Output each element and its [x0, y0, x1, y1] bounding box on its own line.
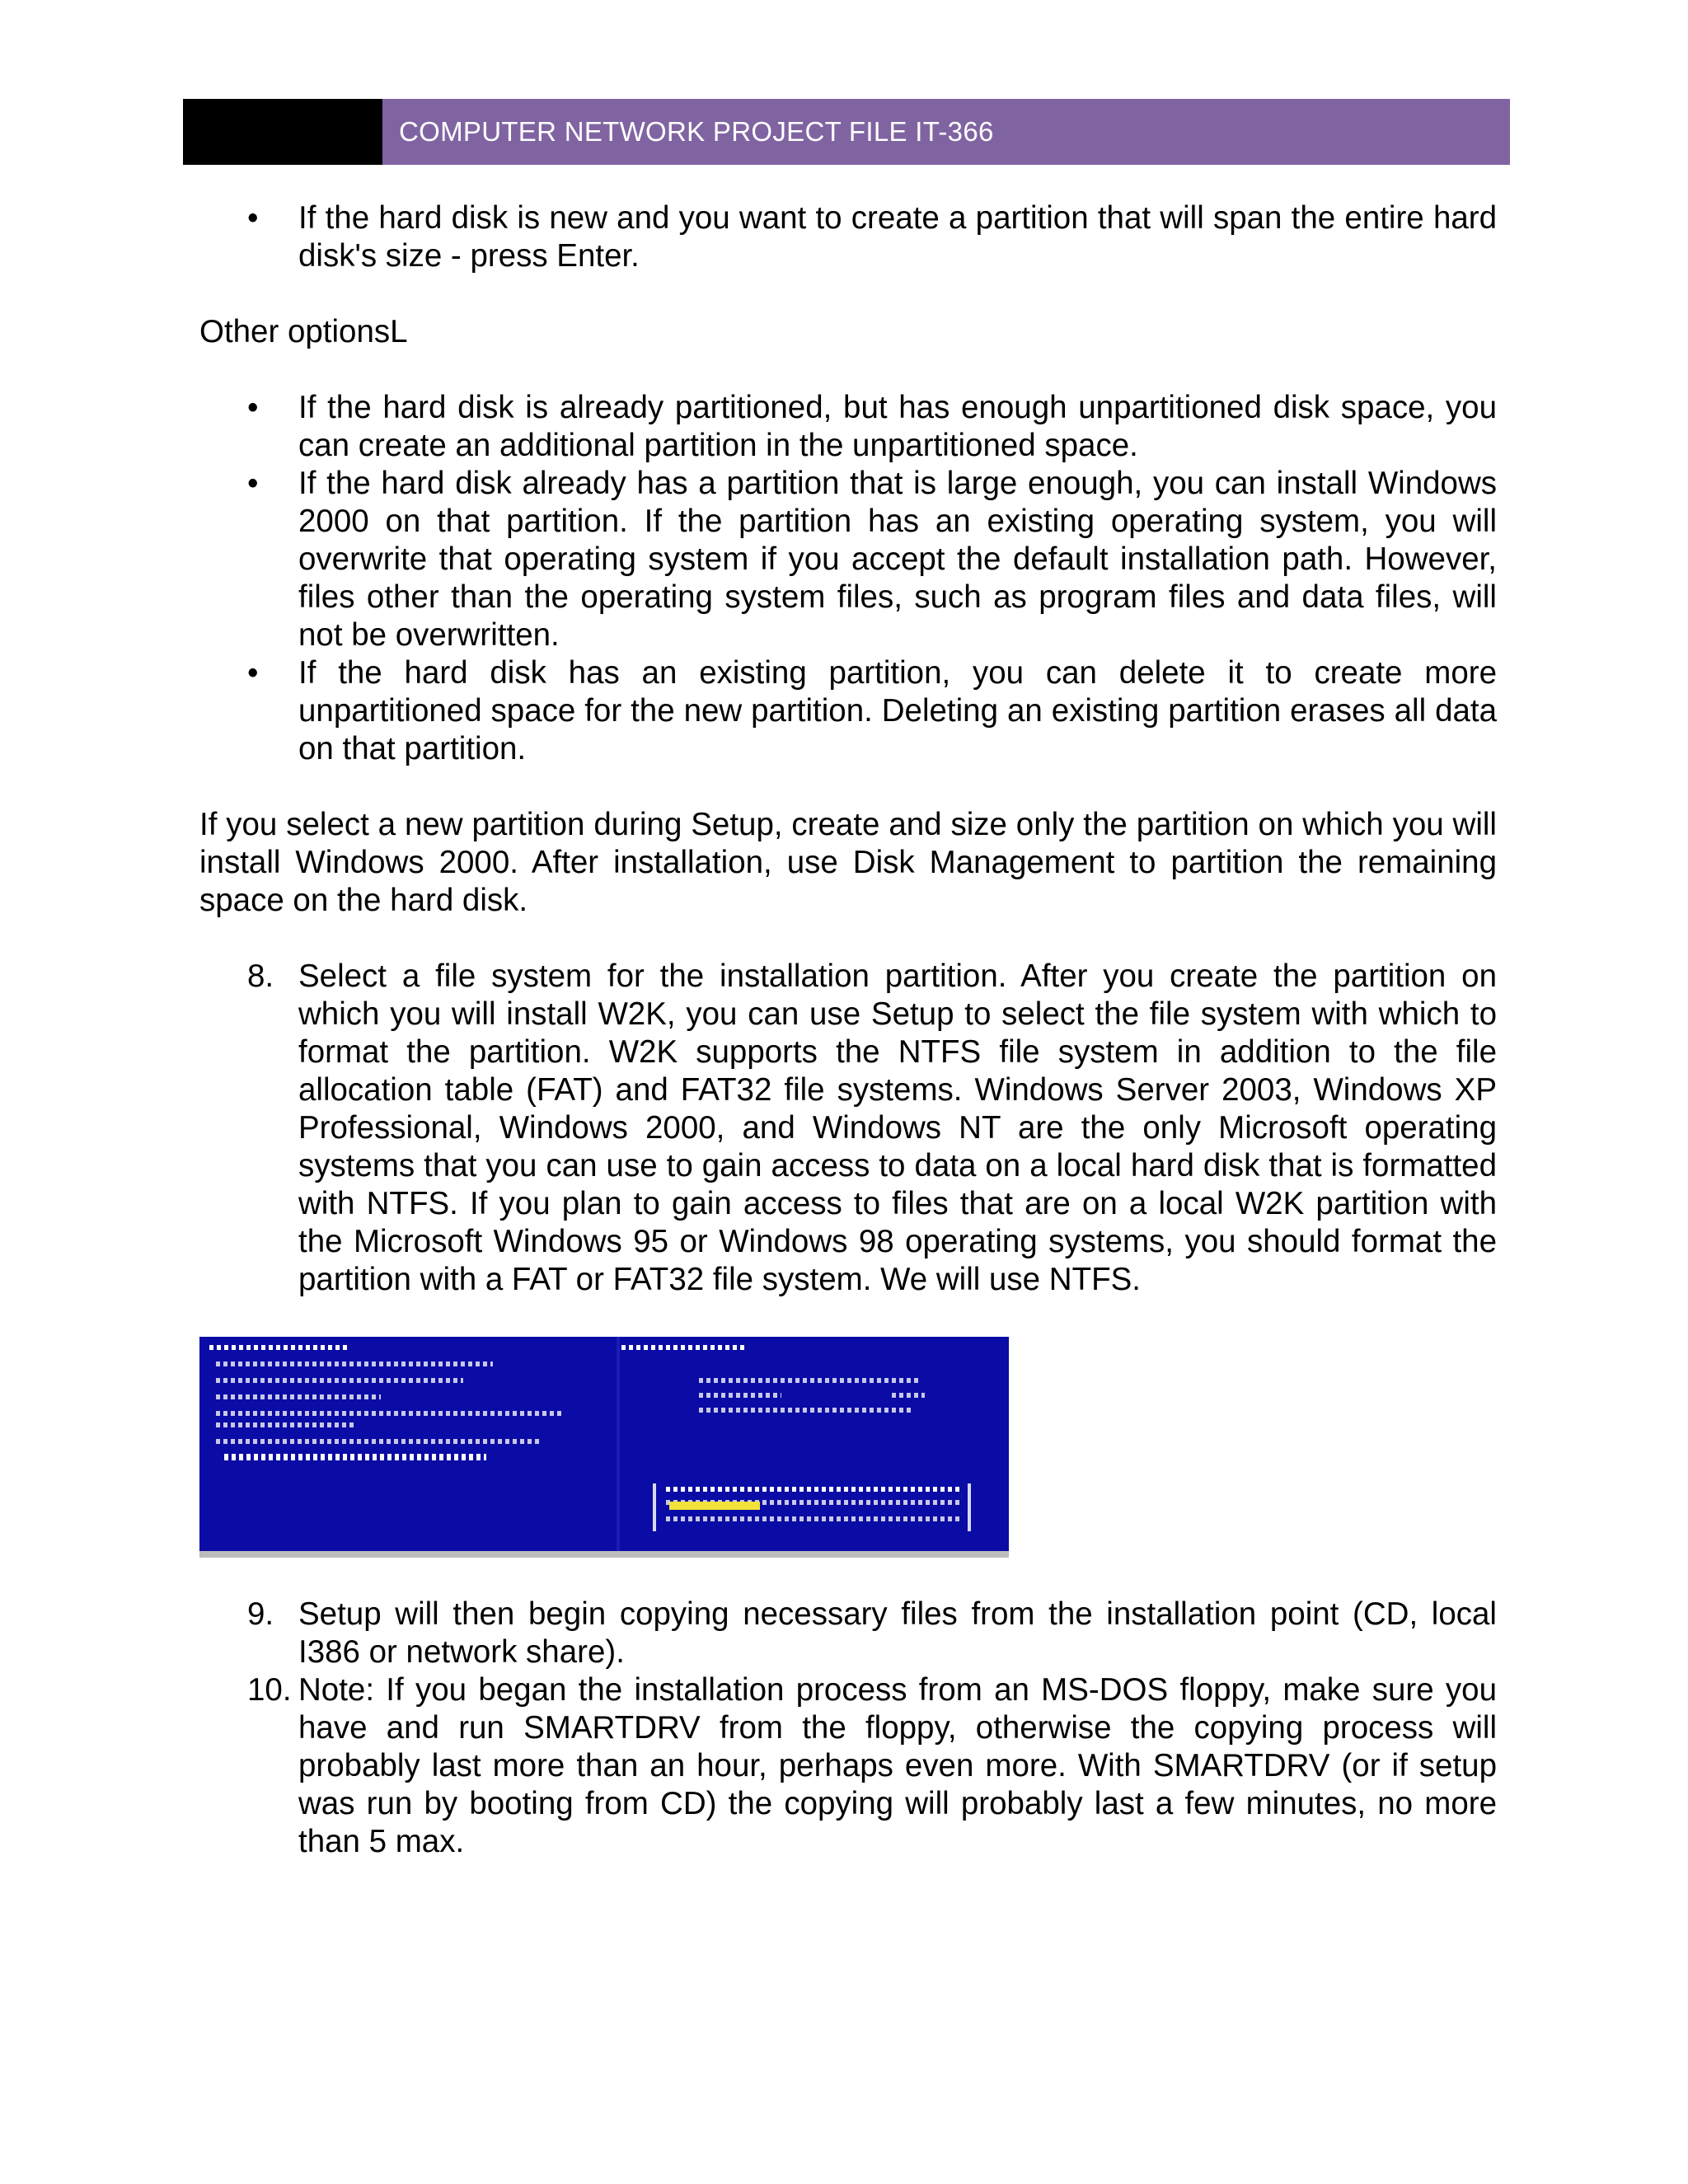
step-text: Note: If you began the installation process from an MS-DOS floppy, make sure you have and run SMARTDRV from the floppy, otherwise the copying process will probably last more than an hour, perhaps even more. With SMARTDRV (or if setup was run by booting from CD) the copying will probably last a few minutes, no more than 5 max. [298, 1672, 1497, 1859]
screen-text-line [216, 1422, 356, 1427]
bullet-text: If the hard disk is new and you want to create a partition that will span the entire hard disk's size - press Enter. [298, 200, 1497, 274]
top-bullet-list [199, 199, 1497, 275]
header-black-block [183, 99, 382, 165]
bullet-icon: • [247, 655, 259, 691]
screen-text-line [216, 1394, 381, 1399]
screen-text-line [621, 1345, 745, 1350]
step-number: 9. [247, 1596, 274, 1632]
screen-divider [617, 1337, 620, 1558]
partition-list-box [653, 1483, 971, 1531]
bullet-icon: • [247, 466, 259, 501]
step-text: Setup will then begin copying necessary files from the installation point (CD, local I386 or network share). [298, 1596, 1497, 1670]
step-number: 10. [247, 1672, 292, 1708]
step-number: 8. [247, 958, 274, 994]
screen-text-line [699, 1393, 781, 1398]
steps-list-b [199, 1596, 1497, 1861]
screen-text-line [216, 1439, 542, 1444]
step-text: Select a file system for the installation partition. After you create the partition on which you will install W2K, you can use Setup to select the file system with which to format the partition. W2K supports the NTFS file system in addition to the file allocation table (FAT) and FAT32 file systems. Windows Server 2003, Windows XP Professional, Windows 2000, and Windows NT are the only Microsoft operating systems that you can use to gain access to data on a local hard disk that is formatted with NTFS. If you plan to gain access to files that are on a local W2K partition with the Microsoft Windows 95 or Windows 98 operating systems, you should format the partition with a FAT or FAT32 file system. We will use NTFS. [298, 958, 1497, 1297]
options-bullet-list [199, 389, 1497, 768]
screen-text-line [699, 1378, 920, 1383]
header-title: COMPUTER NETWORK PROJECT FILE IT-366 [382, 99, 1510, 165]
screen-text-line [209, 1345, 349, 1350]
page-header [183, 99, 1510, 165]
bullet-text: If the hard disk has an existing partition, you can delete it to create more unpartitioned space for the new partition. Deleting an existing partition erases all data on that partition. [298, 655, 1497, 766]
list-item [199, 389, 1497, 465]
list-item [199, 465, 1497, 654]
partition-paragraph: If you select a new partition during Setup, create and size only the partition on which you will install Windows 2000. After installation, use Disk Management to partition the remaining space on the hard disk. [199, 807, 1497, 918]
list-item [199, 654, 1497, 768]
screen-text-line [216, 1361, 493, 1366]
screen-text-line [216, 1411, 562, 1416]
document-body [199, 199, 1497, 1861]
screen-text-line [666, 1516, 963, 1521]
bullet-text: If the hard disk is already partitioned, but has enough unpartitioned disk space, you can create an additional partition in the unpartitioned space. [298, 390, 1497, 463]
selected-partition-highlight [669, 1502, 760, 1510]
setup-screenshots [199, 1337, 1009, 1558]
screen-status-bar [199, 1551, 1009, 1558]
list-item [199, 958, 1497, 1299]
list-item [199, 1671, 1497, 1861]
bullet-text: If the hard disk already has a partition that is large enough, you can install Windows 2000 on that partition. If the partition has an existing operating system, you will overwrite that operating system if you accept the default installation path. However, files other than the operating system files, such as program files and data files, will not be overwritten. [298, 466, 1497, 653]
steps-list-a [199, 958, 1497, 1299]
screen-selected-line [224, 1454, 486, 1460]
screen-text-line [666, 1487, 963, 1492]
screen-text-line [216, 1378, 463, 1383]
screen-text-line [892, 1393, 925, 1398]
bullet-icon: • [247, 390, 259, 425]
screen-text-line [699, 1408, 912, 1413]
list-item [199, 1596, 1497, 1671]
other-options-heading: Other optionsL [199, 314, 408, 349]
list-item [199, 199, 1497, 275]
bullet-icon: • [247, 200, 259, 236]
